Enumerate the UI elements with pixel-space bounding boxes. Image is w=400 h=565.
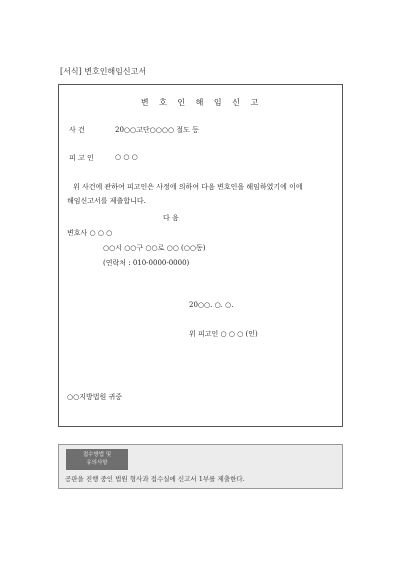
form-box [58, 84, 343, 427]
body-line-1: 위 사건에 관하여 피고인은 사정에 의하여 다음 변호인을 해임하였기에 이에 [73, 183, 303, 191]
document-caption: [서식] 변호인해임신고서 [60, 67, 147, 76]
notes-text: 공판을 진행 중인 법원 형사과 접수실에 신고서 1부를 제출한다. [65, 475, 245, 483]
next-heading: 다 음 [163, 214, 179, 222]
submission-notes-box [58, 444, 343, 489]
case-value: 20○○고단○○○○ 절도 등 [115, 126, 199, 134]
form-title: 변 호 인 해 임 신 고 [140, 98, 263, 107]
court-line: ○○지방법원 귀중 [67, 393, 123, 401]
contact-line: (연락처 : 010-0000-0000) [103, 259, 190, 267]
defendant-value: ○ ○ ○ [115, 153, 138, 161]
body-line-2: 해임신고서를 제출합니다. [67, 197, 146, 205]
date-line: 20○○. ○. ○. [189, 301, 234, 309]
case-label: 사 건 [69, 126, 85, 134]
notes-label-line-2: 유의사항 [86, 460, 108, 466]
signer-line: 위 피고인 ○ ○ ○ (인) [189, 330, 258, 338]
defendant-label: 피 고 인 [69, 154, 94, 162]
notes-label [66, 449, 128, 470]
address-line: ○○시 ○○구 ○○로 ○○ (○○동) [103, 244, 206, 252]
lawyer-line: 변호사 ○ ○ ○ [67, 229, 113, 237]
notes-label-line-1: 접수방법 및 [82, 452, 112, 458]
